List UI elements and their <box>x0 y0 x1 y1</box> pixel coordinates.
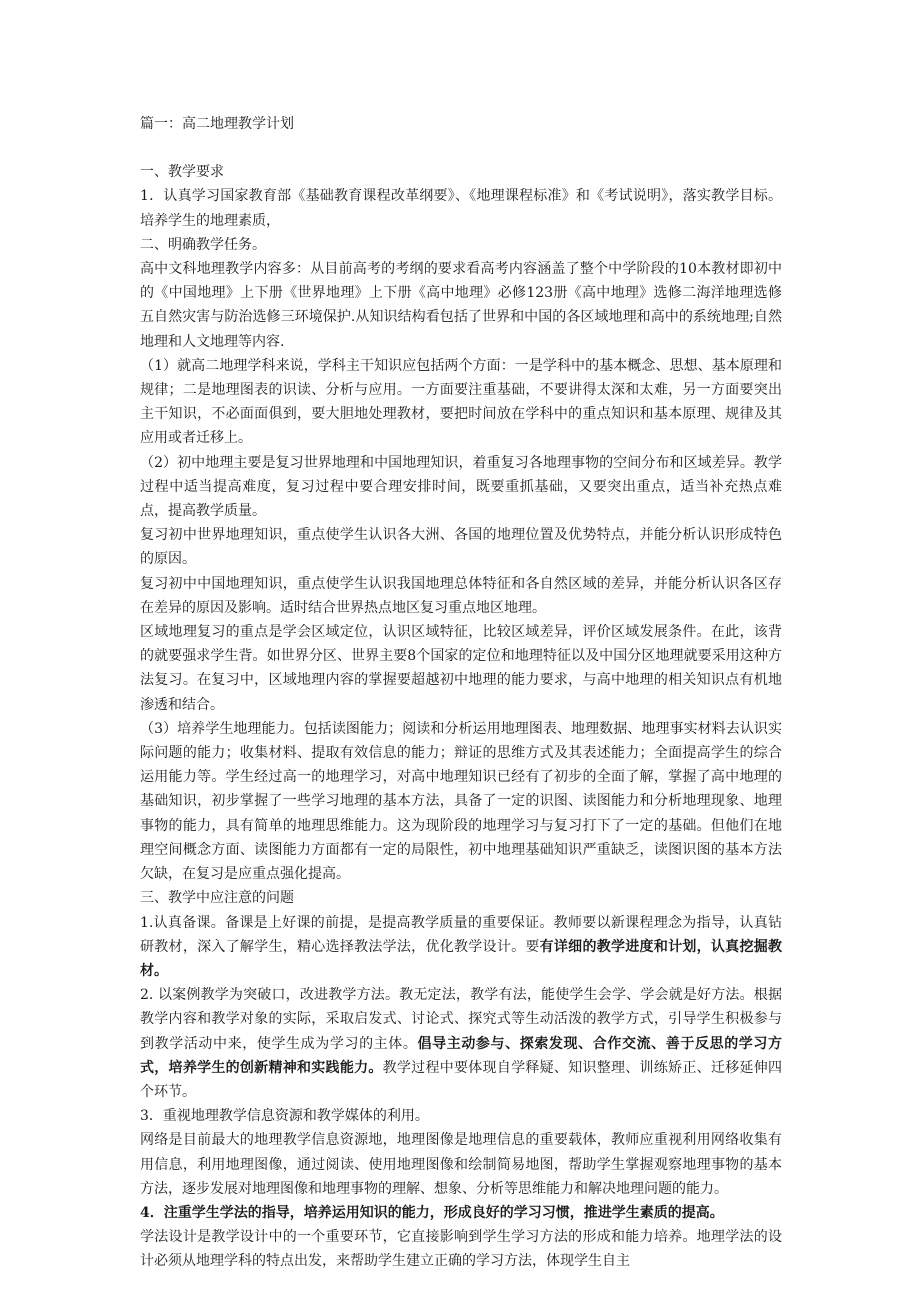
text-run: 一、教学要求 <box>140 164 224 181</box>
paragraph <box>140 354 782 451</box>
text-run: 1.认真备课。备课是上好课的前提，是提高教学质量的重要保证。教师要以新课程理念为指导，认真钻研教材，深入了解学生，精心选择教法学法，优化教学设计。要 <box>140 914 782 955</box>
document-title: 篇一：高二地理教学计划 <box>140 116 294 132</box>
text-run: 网络是目前最大的地理教学信息资源地，地理图像是地理信息的重要载体，教师应重视利用网络收集有用信息，利用地理图像，通过阅读、使用地理图像和绘制简易地图，帮助学生掌握观察地理事物的基本方法，逐步发展对地理图像和地理事物的理解、想象、分析等思维能力和解决地理问题的能力。 <box>140 1132 782 1197</box>
text-run: 三、教学中应注意的问题 <box>140 890 294 907</box>
paragraph <box>140 233 782 257</box>
text-run: 二、明确教学任务。 <box>140 236 266 253</box>
paragraph <box>140 1128 782 1201</box>
paragraph <box>140 1201 782 1225</box>
text-run: 3．重视地理教学信息资源和教学媒体的利用。 <box>140 1108 429 1125</box>
text-run: 高中文科地理教学内容多：从目前高考的考纲的要求看高考内容涵盖了整个中学阶段的10本教材即初中的《中国地理》上下册《世界地理》上下册《高中地理》必修123册《高中地理》选修二海洋地理选修五自然灾害与防治选修三环境保护.从知识结构看包括了世界和中国的各区域地理和高中的系统地理;自然地理和人文地理等内容. <box>140 261 782 350</box>
text-run: （1）就高二地理学科来说，学科主干知识应包括两个方面：一是学科中的基本概念、思想、基本原理和规律；二是地理图表的识读、分析与应用。一方面要注重基础，不要讲得太深和太难，另一方面要突出主干知识，不必面面俱到，要大胆地处理教材，要把时间放在学科中的重点知识和基本原理、规律及其应用或者迁移上。 <box>140 357 782 447</box>
paragraph <box>140 523 782 571</box>
text-run: 复习初中中国地理知识，重点使学生认识我国地理总体特征和各自然区域的差异，并能分析认识各区存在差异的原因及影响。适时结合世界热点地区复习重点地区地理。 <box>140 575 782 616</box>
paragraph <box>140 1225 782 1273</box>
text-run: 1．认真学习国家教育部《基础教育课程改革纲要》、《地理课程标准》和《考试说明》，落实教学目标。培养学生的地理素质， <box>140 188 782 229</box>
bold-text-run: 倡导主动参与、探索发现、合作交流、善于反思的学习方式，培养学生的创新精神和实践能力。 <box>140 1035 783 1076</box>
paragraph <box>140 572 782 620</box>
bold-text-run: 4．注重学生学法的指导，培养运用知识的能力，形成良好的学习习惯，推进学生素质的提高。 <box>140 1204 724 1221</box>
text-run: （3）培养学生地理能力。包括读图能力；阅读和分析运用地理图表、地理数据、地理事实材料去认识实际问题的能力；收集材料、提取有效信息的能力；辩证的思维方式及其表述能力；全面提高学生的综合运用能力等。学生经过高一的地理学习，对高中地理知识已经有了初步的全面了解，掌握了高中地理的基础知识，初步掌握了一些学习地理的基本方法，具备了一定的识图、读图能力和分析地理现象、地理事物的能力，具有简单的地理思维能力。这为现阶段的地理学习与复习打下了一定的基础。但他们在地理空间概念方面、读图能力方面都有一定的局限性，初中地理基础知识严重缺乏，读图识图的基本方法欠缺，在复习是应重点强化提高。 <box>140 720 782 883</box>
paragraph <box>140 1104 782 1128</box>
text-run: 2. 以案例教学为突破口，改进教学方法。教无定法，教学有法，能使学生会学、学会就是好方法。根据教学内容和教学对象的实际，采取启发式、讨论式、探究式等生动活泼的教学方式，引导学生积极参与到教学活动中来，使学生成为学习的主体。 <box>140 987 782 1052</box>
document-page <box>140 112 782 1274</box>
paragraph <box>140 451 782 524</box>
paragraph <box>140 160 782 184</box>
text-run: （2）初中地理主要是复习世界地理和中国地理知识，着重复习各地理事物的空间分布和区域差异。教学过程中适当提高难度，复习过程中要合理安排时间，既要重抓基础，又要突出重点，适当补充热点难点，提高教学质量。 <box>140 454 782 520</box>
paragraph <box>140 257 782 354</box>
paragraph <box>140 983 782 1104</box>
text-run: 学法设计是教学设计中的一个重要环节，它直接影响到学生学习方法的形成和能力培养。地理学法的设计必须从地理学科的特点出发，来帮助学生建立正确的学习方法，体现学生自主 <box>140 1229 782 1270</box>
paragraph <box>140 886 782 910</box>
paragraph <box>140 911 782 984</box>
bold-text-run: 有详细的教学进度和计划，认真挖掘教材。 <box>140 938 783 979</box>
paragraph <box>140 717 782 886</box>
paragraph <box>140 184 782 232</box>
text-run: 教学过程中要体现自学释疑、知识整理、训练矫正、迁移延伸四个环节。 <box>140 1059 783 1100</box>
text-run: 复习初中世界地理知识，重点使学生认识各大洲、各国的地理位置及优势特点，并能分析认识形成特色的原因。 <box>140 527 782 568</box>
document-body <box>140 160 782 1273</box>
text-run: 区域地理复习的重点是学会区域定位，认识区域特征，比较区域差异，评价区域发展条件。在此，该背的就要强求学生背。如世界分区、世界主要8个国家的定位和地理特征以及中国分区地理就要采用这种方法复习。在复习中，区域地理内容的掌握要超越初中地理的能力要求，与高中地理的相关知识点有机地渗透和结合。 <box>140 624 782 713</box>
paragraph <box>140 620 782 717</box>
